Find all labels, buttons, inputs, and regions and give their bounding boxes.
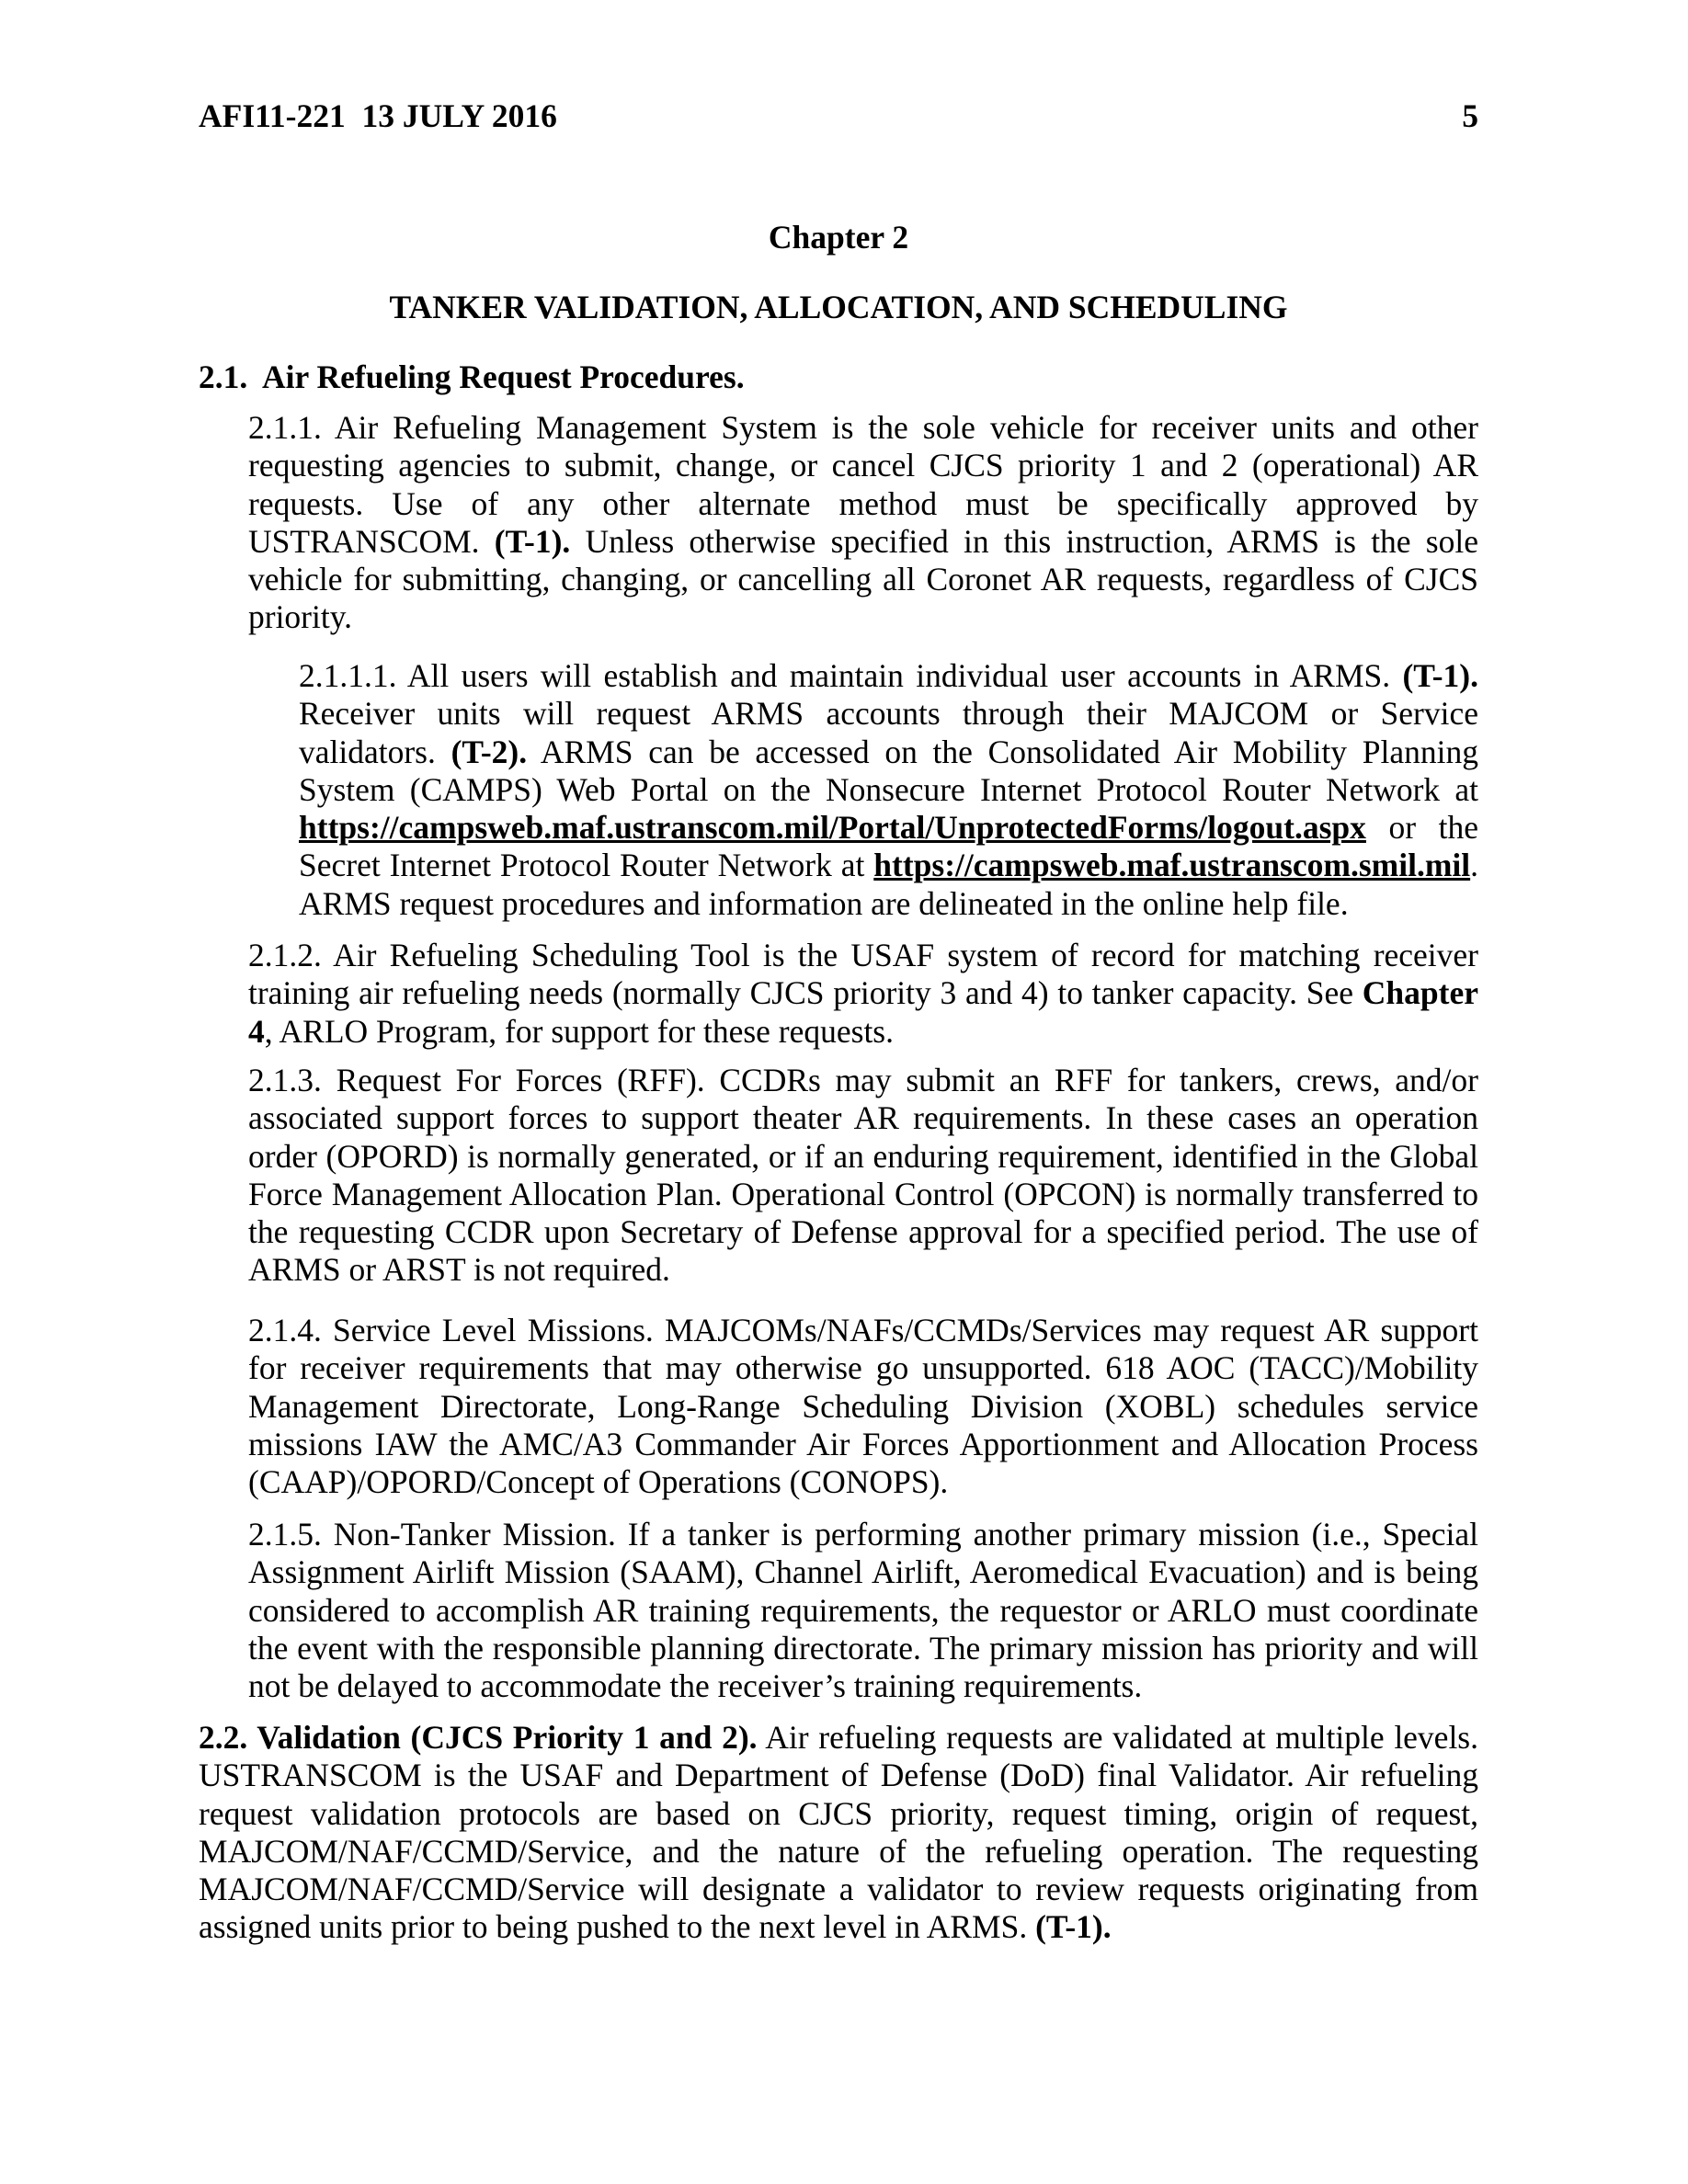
section-heading-2-1: 2.1. Air Refueling Request Procedures. <box>199 358 745 395</box>
paragraph-text: . ARMS request procedures and information are delineated in the online help file. <box>299 847 1478 922</box>
paragraph-2-2 <box>199 1719 1478 1947</box>
paragraph-text: Unless otherwise specified in this instruction, ARMS is the sole vehicle for submitting, changing, or cancelling all Coronet AR requests, regardless of CJCS priority. <box>248 522 1478 636</box>
chapter-number: Chapter 2 <box>768 219 909 256</box>
nipr-portal-link[interactable]: https://campsweb.maf.ustranscom.mil/Portal/UnprotectedForms/logout.aspx <box>299 809 1366 847</box>
paragraph-2-1-5: 2.1.5. Non-Tanker Mission. If a tanker is performing another primary mission (i.e., Special Assignment Airlift Mission (SAAM), Channel Airlift, Aeromedical Evacuation) and is being considered to accomplish AR training requirements, the requestor or ARLO must coordinate the event with the responsible planning directorate. The primary mission has priority and will not be delayed to accommodate the receiver’s training requirements. <box>248 1516 1478 1705</box>
paragraph-text: 2.1.1. Air Refueling Management System is the sole vehicle for receiver units and other requesting agencies to submit, change, or cancel CJCS priority 1 and 2 (operational) AR requests. Use of any other alternate method must be specifically approved by USTRANSCOM. <box>248 409 1478 560</box>
paragraph-text: or the Secret Internet Protocol Router Network at <box>299 809 1478 884</box>
tier-label: (T-2). <box>451 733 528 770</box>
sipr-portal-link[interactable]: https://campsweb.maf.ustranscom.smil.mil <box>873 847 1471 884</box>
tier-label: (T-1). <box>1035 1908 1112 1946</box>
paragraph-text: 2.1.1.1. All users will establish and maintain individual user accounts in ARMS. <box>299 657 1403 694</box>
chapter-title: TANKER VALIDATION, ALLOCATION, AND SCHEDULING <box>389 289 1288 325</box>
page-number: 5 <box>1462 97 1478 134</box>
document-id: AFI11-221 13 JULY 2016 <box>199 97 557 134</box>
paragraph-2-1-1-1 <box>299 657 1478 923</box>
section-heading-2-2: 2.2. Validation (CJCS Priority 1 and 2). <box>199 1719 758 1756</box>
paragraph-2-1-4: 2.1.4. Service Level Missions. MAJCOMs/NAFs/CCMDs/Services may request AR support for receiver requirements that may otherwise go unsupported. 618 AOC (TACC)/Mobility Management Directorate, Long-Range Scheduling Division (XOBL) schedules service missions IAW the AMC/A3 Commander Air Forces Apportionment and Allocation Process (CAAP)/OPORD/Concept of Operations (CONOPS). <box>248 1312 1478 1501</box>
chapter-reference: Chapter 4 <box>248 974 1478 1050</box>
paragraph-2-1-3: 2.1.3. Request For Forces (RFF). CCDRs may submit an RFF for tankers, crews, and/or associated support forces to support theater AR requirements. In these cases an operation order (OPORD) is normally generated, or if an enduring requirement, identified in the Global Force Management Allocation Plan. Operational Control (OPCON) is normally transferred to the requesting CCDR upon Secretary of Defense approval for a specified period. The use of ARMS or ARST is not required. <box>248 1062 1478 1289</box>
tier-label: (T-1). <box>1402 657 1478 694</box>
paragraph-text: , ARLO Program, for support for these requests. <box>264 1012 894 1050</box>
tier-label: (T-1). <box>494 522 571 560</box>
paragraph-text: Receiver units will request ARMS accounts through their MAJCOM or Service validators. <box>299 695 1478 770</box>
paragraph-2-1-1 <box>248 409 1478 637</box>
paragraph-text: Air refueling requests are validated at multiple levels. USTRANSCOM is the USAF and Department of Defense (DoD) final Validator. Air refueling request validation protocols are based on CJCS priority, request timing, origin of request, MAJCOM/NAF/CCMD/Service, and the nature of the refueling operation. The requesting MAJCOM/NAF/CCMD/Service will designate a validator to review requests originating from assigned units prior to being pushed to the next level in ARMS. <box>199 1719 1478 1946</box>
paragraph-2-1-2 <box>248 937 1478 1051</box>
paragraph-text: ARMS can be accessed on the Consolidated Air Mobility Planning System (CAMPS) Web Portal on the Nonsecure Internet Protocol Router Network at <box>299 733 1478 808</box>
paragraph-text: 2.1.2. Air Refueling Scheduling Tool is the USAF system of record for matching receiver training air refueling needs (normally CJCS priority 3 and 4) to tanker capacity. See <box>248 937 1478 1012</box>
